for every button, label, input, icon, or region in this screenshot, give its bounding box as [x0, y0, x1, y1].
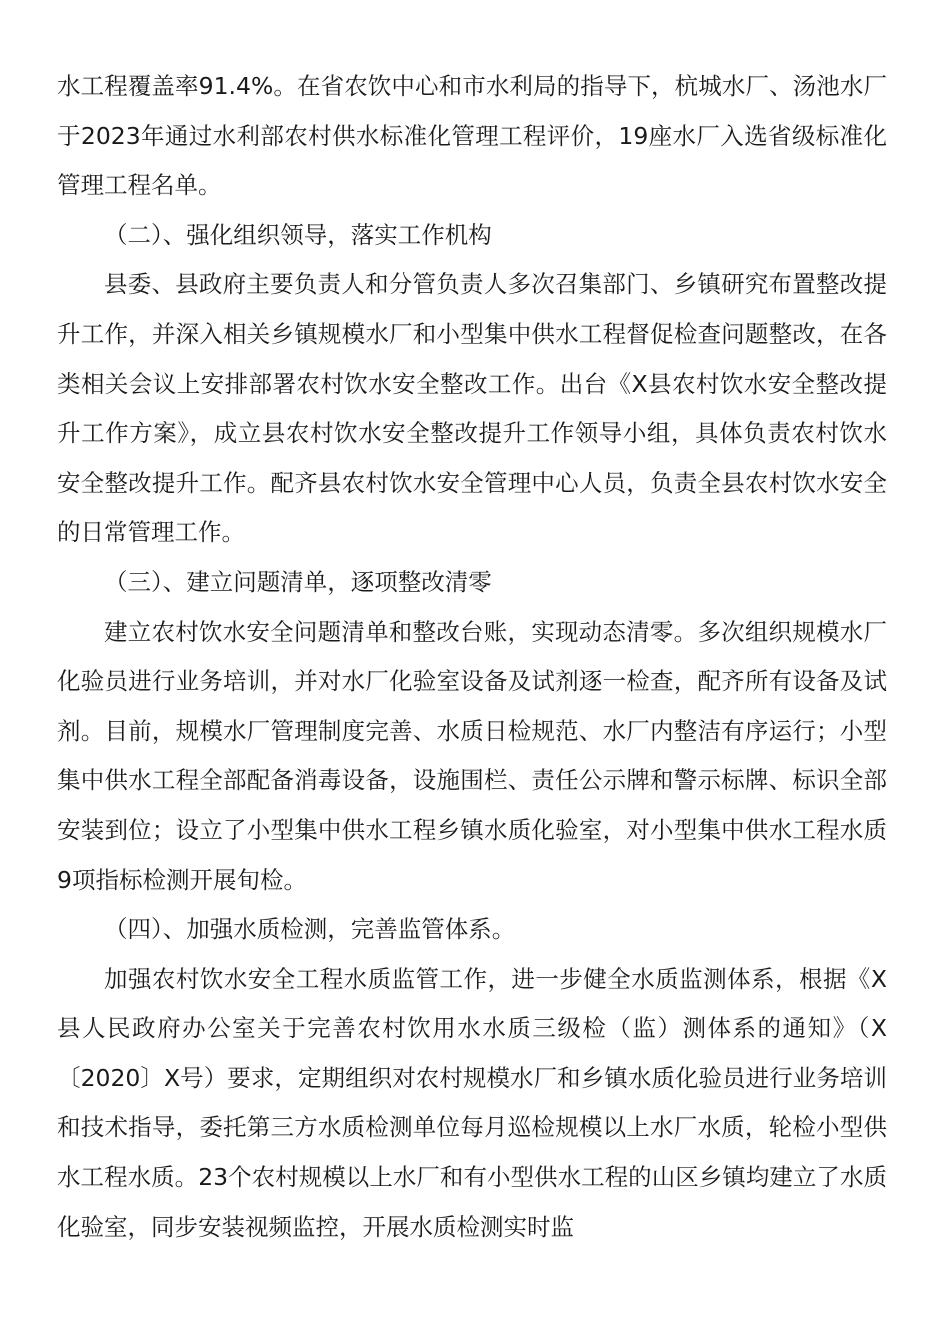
paragraph-water-quality: 加强农村饮水安全工程水质监管工作，进一步健全水质监测体系，根据《X县人民政府办公室关于完善农村饮用水水质三级检（监）测体系的通知》（X〔2020〕X号）要求，定期组织对农村规模水厂和乡镇水质化验员进行业务培训和技术指导，委托第三方水质检测单位每月巡检规模以上水厂水质，轮检小型供水工程水质。23个农村规模以上水厂和有小型供水工程的山区乡镇均建立了水质化验室，同步安装视频监控，开展水质检测实时监 — [57, 964, 887, 1241]
section-heading-3: （三）、建立问题清单，逐项整改清零 — [104, 567, 492, 596]
paragraph-continued: 水工程覆盖率91.4%。在省农饮中心和市水利局的指导下，杭城水厂、汤池水厂于2023年通过水利部农村供水标准化管理工程评价，19座水厂入选省级标准化管理工程名单。 — [57, 72, 887, 200]
section-heading-4: （四）、加强水质检测，完善监管体系。 — [104, 915, 516, 944]
paragraph-problem-list: 建立农村饮水安全问题清单和整改台账，实现动态清零。多次组织规模水厂化验员进行业务培训，并对水厂化验室设备及试剂逐一检查，配齐所有设备及试剂。目前，规模水厂管理制度完善、水质日检规范、水厂内整洁有序运行；小型集中供水工程全部配备消毒设备，设施围栏、责任公示牌和警示标牌、标识全部安装到位；设立了小型集中供水工程乡镇水质化验室，对小型集中供水工程水质9项指标检测开展旬检。 — [57, 617, 887, 894]
document-page — [57, 62, 887, 1252]
paragraph-organization: 县委、县政府主要负责人和分管负责人多次召集部门、乡镇研究布置整改提升工作，并深入相关乡镇规模水厂和小型集中供水工程督促检查问题整改，在各类相关会议上安排部署农村饮水安全整改工作。出台《X县农村饮水安全整改提升工作方案》，成立县农村饮水安全整改提升工作领导小组，具体负责农村饮水安全整改提升工作。配齐县农村饮水安全管理中心人员，负责全县农村饮水安全的日常管理工作。 — [57, 270, 887, 547]
section-heading-2: （二）、强化组织领导，落实工作机构 — [104, 220, 492, 249]
